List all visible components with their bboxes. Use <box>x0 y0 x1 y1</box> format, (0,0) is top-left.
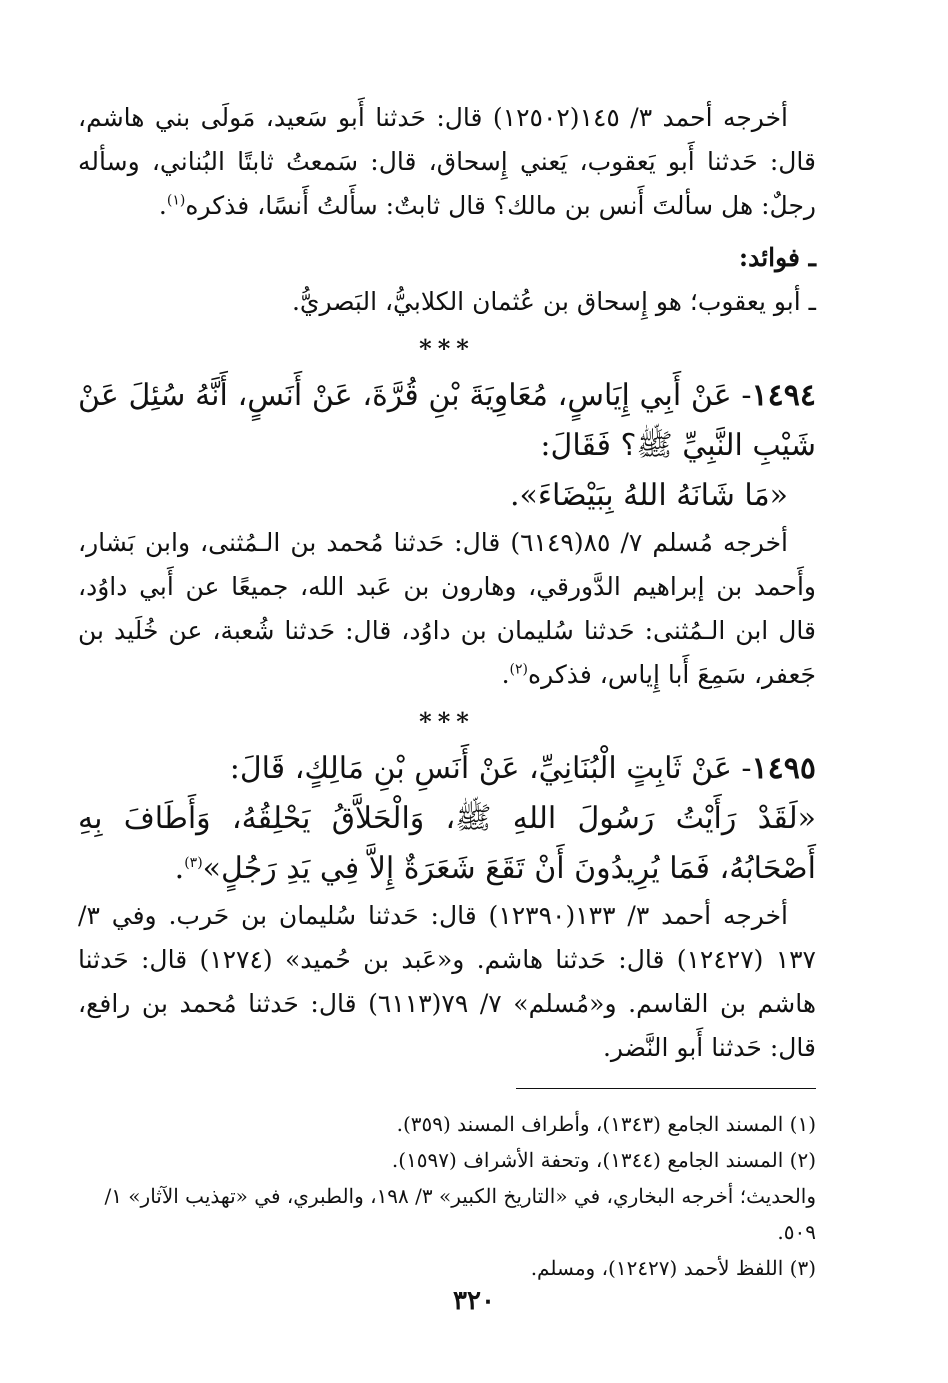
hadith-1494-takhrij: أخرجه مُسلم ٧/ ٨٥(٦١٤٩) قال: حَدثنا مُحمد بن الـمُثنى، وابن بَشار، وأَحمد بن إبراهيم الدَّورقي، وهارون بن عَبد الله، جميعًا عن أَبي داوُد، قال ابن الـمُثنى: حَدثنا سُليمان بن داوُد، قال: حَدثنا شُعبة، عن خُلَيد بن جَعفر، سَمِعَ أَبا إِياس، فذكره$^{(٢)}$. <box>78 528 816 689</box>
footnote-ref-2[interactable]: (٢) <box>509 661 528 678</box>
hadith-1495-isnad <box>78 744 816 794</box>
hadith-1494-takhrij-text: أخرجه مُسلم ٧/ ٨٥(٦١٤٩) قال: حَدثنا مُحمد بن الـمُثنى، وابن بَشار، وأَحمد بن إبراهيم الدَّورقي، وهارون بن عَبد الله، جميعًا عن أَبي داوُد، قال ابن الـمُثنى: حَدثنا سُليمان بن داوُد، قال: حَدثنا شُعبة، عن خُلَيد بن جَعفر، سَمِعَ أَبا إِياس، فذكره <box>78 528 816 689</box>
takhrij-text-1: أخرجه أحمد ٣/ ١٤٥(١٢٥٠٢) قال: حَدثنا أَبو سَعيد، مَولَى بني هاشم، قال: حَدثنا أَبو يَعقوب، يَعني إِسحاق، قال: سَمعتُ ثابتًا البُناني، وسأله رجلٌ: هل سألتَ أَنس بن مالك؟ قال ثابتٌ: سأَلتُ أَنسًا، فذكره <box>78 103 816 220</box>
section-separator-2: *** <box>419 707 475 736</box>
hadith-1494-isnad <box>78 371 816 471</box>
footnote-2-continuation: والحديث؛ أخرجه البخاري، في «التاريخ الكبير» ٣/ ١٩٨، والطبري، في «تهذيب الآثار» ١/ ٥٠٩. <box>104 1184 816 1244</box>
hadith-1495-isnad-text: - عَنْ ثَابِتٍ الْبُنَانِيِّ، عَنْ أَنَسِ بْنِ مَالِكٍ، قَالَ: <box>229 751 752 786</box>
footnote-divider <box>516 1088 816 1089</box>
takhrij-paragraph-1: أخرجه أحمد ٣/ ١٤٥(١٢٥٠٢) قال: حَدثنا أَبو سَعيد، مَولَى بني هاشم، قال: حَدثنا أَبو يَعقوب، يَعني إِسحاق، قال: سَمعتُ ثابتًا البُناني، وسأله رجلٌ: هل سألتَ أَنس بن مالك؟ قال ثابتٌ: سأَلتُ أَنسًا، فذكره$^{(١)}$. <box>78 103 816 220</box>
hadith-1494-matn: «مَا شَانَهُ اللهُ بِبَيْضَاءَ». <box>510 478 788 513</box>
hadith-1495-number: ١٤٩٥ <box>751 751 816 786</box>
section-separator-1: *** <box>419 334 475 363</box>
page-body <box>78 96 816 1070</box>
footnote-1: (١) المسند الجامع (١٣٤٣)، وأطراف المسند (٣٥٩). <box>396 1112 816 1136</box>
hadith-1495-takhrij: أخرجه أحمد ٣/ ١٣٣(١٢٣٩٠) قال: حَدثنا سُليمان بن حَرب. وفي ٣/ ١٣٧ (١٢٤٢٧) قال: حَدثنا هاشم. و«عَبد بن حُميد» (١٢٧٤) قال: حَدثنا هاشم بن القاسم. و«مُسلم» ٧/ ٧٩(٦١١٣) قال: حَدثنا مُحمد بن رافع، قال: حَدثنا أَبو النَّضر. <box>78 901 817 1062</box>
footnote-ref-1[interactable]: (١) <box>166 192 186 209</box>
footnotes <box>78 1106 816 1286</box>
hadith-1494-isnad-text: - عَنْ أَبِي إِيَاسٍ، مُعَاوِيَةَ بْنِ قُرَّةَ، عَنْ أَنَسٍ، أَنَّهُ سُئِلَ عَنْ شَيْبِ النَّبِيِّ ﷺ؟ فَقَالَ: <box>78 378 816 463</box>
page-number: ٣٢٠ <box>453 1286 495 1316</box>
hadith-1494-number: ١٤٩٤ <box>751 378 816 413</box>
hadith-1495-matn-text: «لَقَدْ رَأَيْتُ رَسُولَ اللهِ ﷺ، وَالْحَلاَّقُ يَحْلِقُهُ، وَأَطَافَ بِهِ أَصْحَابُهُ، فَمَا يُرِيدُونَ أَنْ تَقَعَ شَعَرَةٌ إِلاَّ فِي يَدِ رَجُلٍ» <box>78 801 816 886</box>
footnote-2: (٢) المسند الجامع (١٣٤٤)، وتحفة الأشراف (١٥٩٧). <box>391 1148 816 1172</box>
fawaid-item: ـ أبو يعقوب؛ هو إِسحاق بن عُثمان الكلابيُّ، البَصريُّ. <box>291 287 816 316</box>
footnote-ref-3[interactable]: (٣) <box>184 855 203 871</box>
fawaid-heading: ـ فوائد: <box>738 243 816 272</box>
footnote-3: (٣) اللفظ لأحمد (١٢٤٢٧)، ومسلم. <box>530 1256 816 1280</box>
hadith-1495-matn: «لَقَدْ رَأَيْتُ رَسُولَ اللهِ ﷺ، وَالْحَلاَّقُ يَحْلِقُهُ، وَأَطَافَ بِهِ أَصْحَابُهُ، فَمَا يُرِيدُونَ أَنْ تَقَعَ شَعَرَةٌ إِلاَّ فِي يَدِ رَجُلٍ»$^{(٣)}$. <box>78 801 816 886</box>
